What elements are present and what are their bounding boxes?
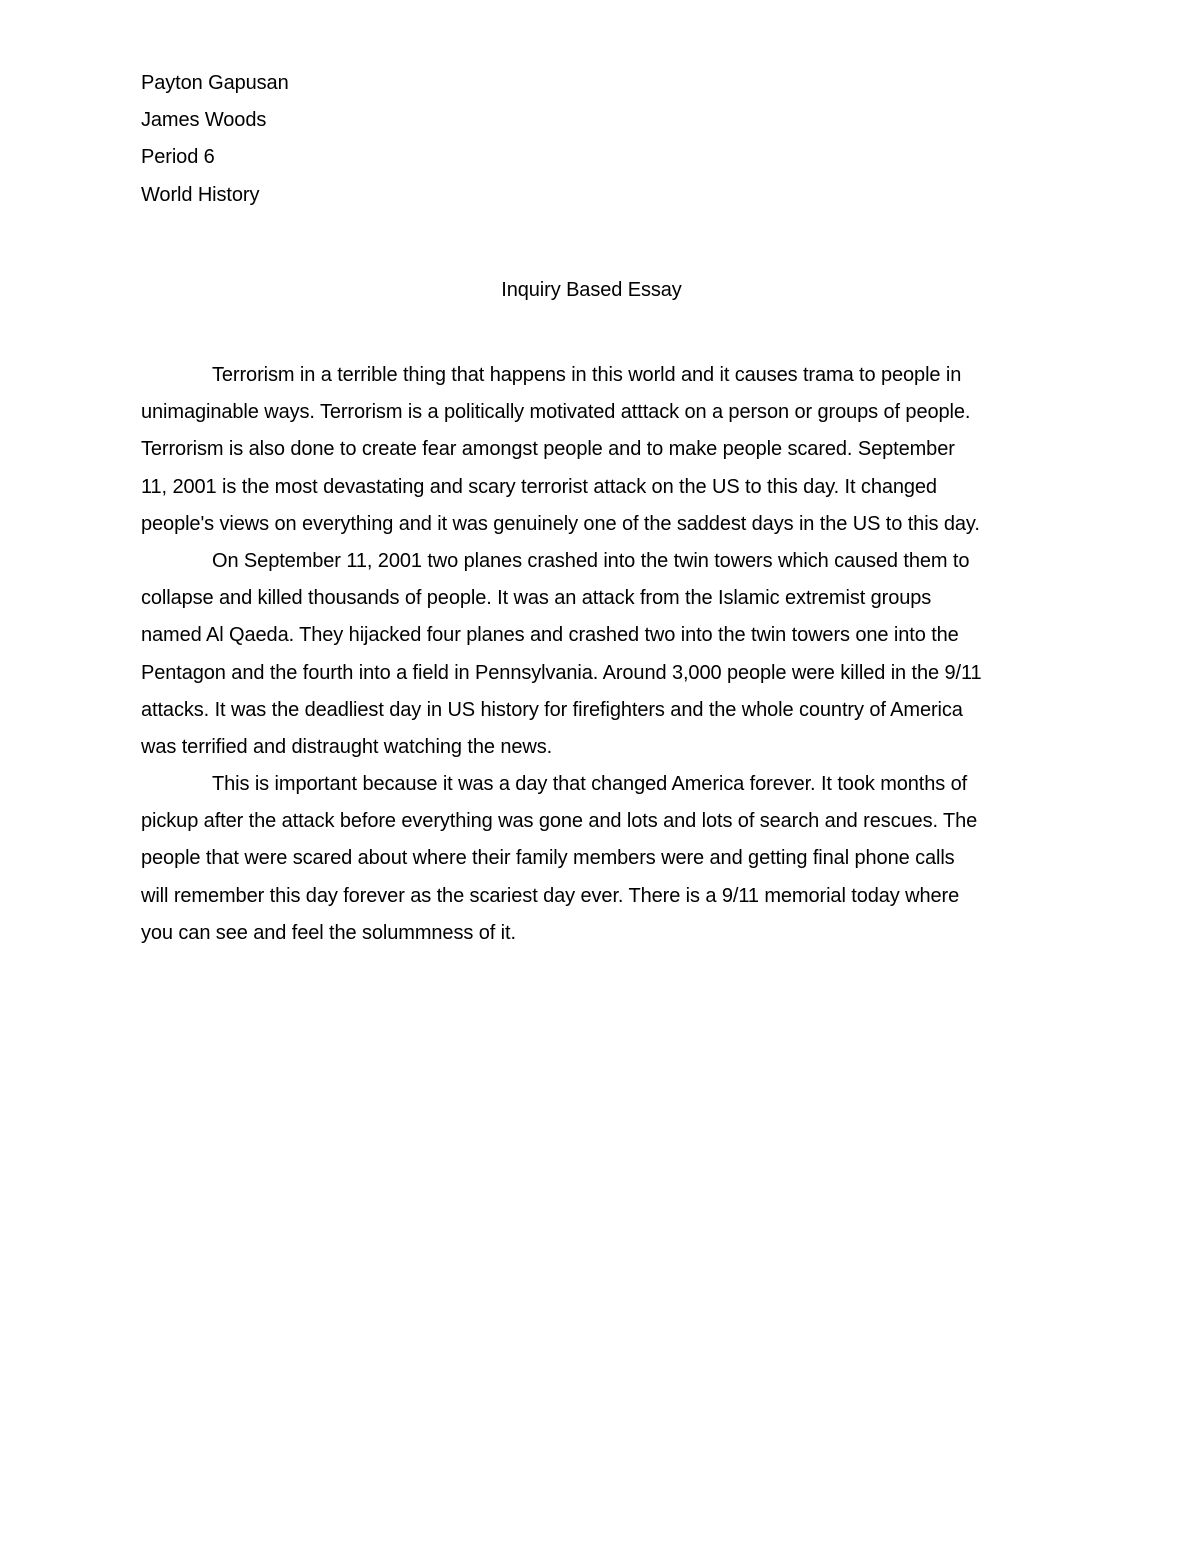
paragraph-line: attacks. It was the deadliest day in US history for firefighters and the whole country of America bbox=[141, 698, 963, 721]
essay-title: Inquiry Based Essay bbox=[501, 279, 682, 301]
paragraph-line: people's views on everything and it was genuinely one of the saddest days in the US to this day. bbox=[141, 512, 980, 535]
paragraph-line: Terrorism is also done to create fear amongst people and to make people scared. September bbox=[141, 438, 955, 461]
document-header bbox=[141, 70, 1041, 219]
paragraph-line: collapse and killed thousands of people. It was an attack from the Islamic extremist groups bbox=[141, 587, 932, 610]
paragraph-line: 11, 2001 is the most devastating and scary terrorist attack on the US to this day. It changed bbox=[141, 475, 937, 498]
paragraph-line: Terrorism in a terrible thing that happens in this world and it causes trama to people in bbox=[212, 364, 962, 386]
course-name: World History bbox=[141, 183, 260, 206]
paragraph-line: people that were scared about where their family members were and getting final phone calls bbox=[141, 847, 955, 870]
paragraph-line: pickup after the attack before everything was gone and lots and lots of search and rescues. The bbox=[141, 810, 978, 833]
paragraph-line: This is important because it was a day that changed America forever. It took months of bbox=[212, 773, 968, 796]
class-period: Period 6 bbox=[141, 146, 215, 169]
paragraph-line: was terrified and distraught watching the news. bbox=[141, 735, 553, 758]
paragraph-line: On September 11, 2001 two planes crashed into the twin towers which caused them to bbox=[212, 549, 970, 572]
essay-body bbox=[141, 359, 1071, 954]
paragraph-line: Pentagon and the fourth into a field in Pennsylvania. Around 3,000 people were killed in the 9/11 bbox=[141, 661, 982, 684]
student-name: Payton Gapusan bbox=[141, 72, 289, 94]
paragraph-2 bbox=[141, 545, 1071, 768]
paragraph-line: will remember this day forever as the scariest day ever. There is a 9/11 memorial today where bbox=[141, 884, 960, 907]
paragraph-line: you can see and feel the solummness of it. bbox=[141, 921, 516, 944]
paragraph-1 bbox=[141, 359, 1071, 545]
paragraph-line: named Al Qaeda. They hijacked four planes and crashed two into the twin towers one into the bbox=[141, 624, 959, 647]
teacher-name: James Woods bbox=[141, 109, 267, 132]
paragraph-3 bbox=[141, 768, 1071, 954]
paragraph-line: unimaginable ways. Terrorism is a politically motivated atttack on a person or groups of people. bbox=[141, 401, 971, 424]
